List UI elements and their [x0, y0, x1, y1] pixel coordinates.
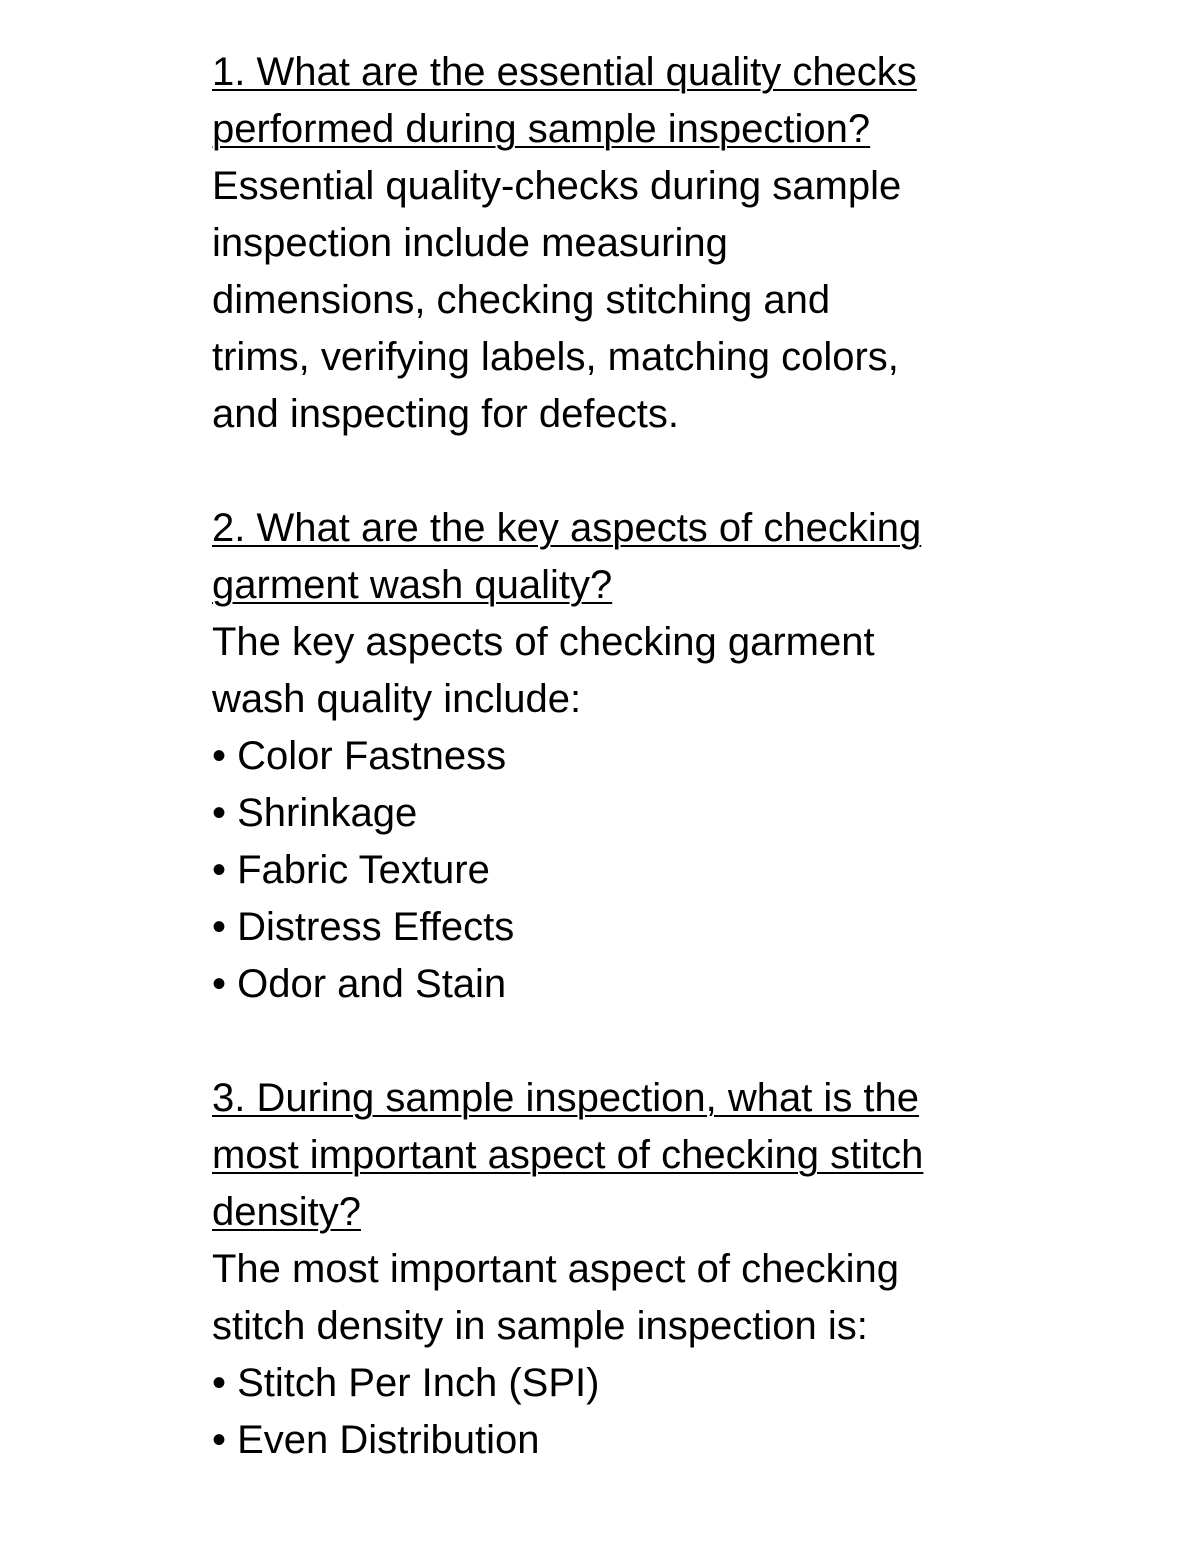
bullet-item: • Stitch Per Inch (SPI)	[212, 1361, 600, 1405]
bullet-item: • Distress Effects	[212, 905, 515, 949]
qa-section-3	[212, 1070, 992, 1469]
document-page	[212, 44, 992, 1469]
answer-3-line-2: stitch density in sample inspection is:	[212, 1304, 868, 1348]
answer-1-line-5: and inspecting for defects.	[212, 392, 679, 436]
answer-3-line-1: The most important aspect of checking	[212, 1247, 899, 1291]
qa-section-2	[212, 500, 992, 1013]
bullet-item: • Fabric Texture	[212, 848, 490, 892]
answer-1-line-1: Essential quality-checks during sample	[212, 164, 902, 208]
bullet-item: • Even Distribution	[212, 1418, 540, 1462]
question-1-line-1: 1. What are the essential quality checks	[212, 50, 917, 94]
answer-2-line-2: wash quality include:	[212, 677, 582, 721]
bullet-item: • Color Fastness	[212, 734, 507, 778]
answer-1-line-3: dimensions, checking stitching and	[212, 278, 831, 322]
qa-section-1	[212, 44, 992, 443]
question-1-line-2: performed during sample inspection?	[212, 107, 871, 151]
section-spacer	[212, 443, 992, 500]
bullet-item: • Odor and Stain	[212, 962, 507, 1006]
section-spacer	[212, 1013, 992, 1070]
question-3-line-3: density?	[212, 1190, 361, 1234]
answer-2-line-1: The key aspects of checking garment	[212, 620, 875, 664]
question-2-line-1: 2. What are the key aspects of checking	[212, 506, 922, 550]
question-2-line-2: garment wash quality?	[212, 563, 613, 607]
bullet-item: • Shrinkage	[212, 791, 418, 835]
answer-1-line-4: trims, verifying labels, matching colors,	[212, 335, 899, 379]
question-3-line-1: 3. During sample inspection, what is the	[212, 1076, 920, 1120]
answer-1-line-2: inspection include measuring	[212, 221, 728, 265]
question-3-line-2: most important aspect of checking stitch	[212, 1133, 924, 1177]
